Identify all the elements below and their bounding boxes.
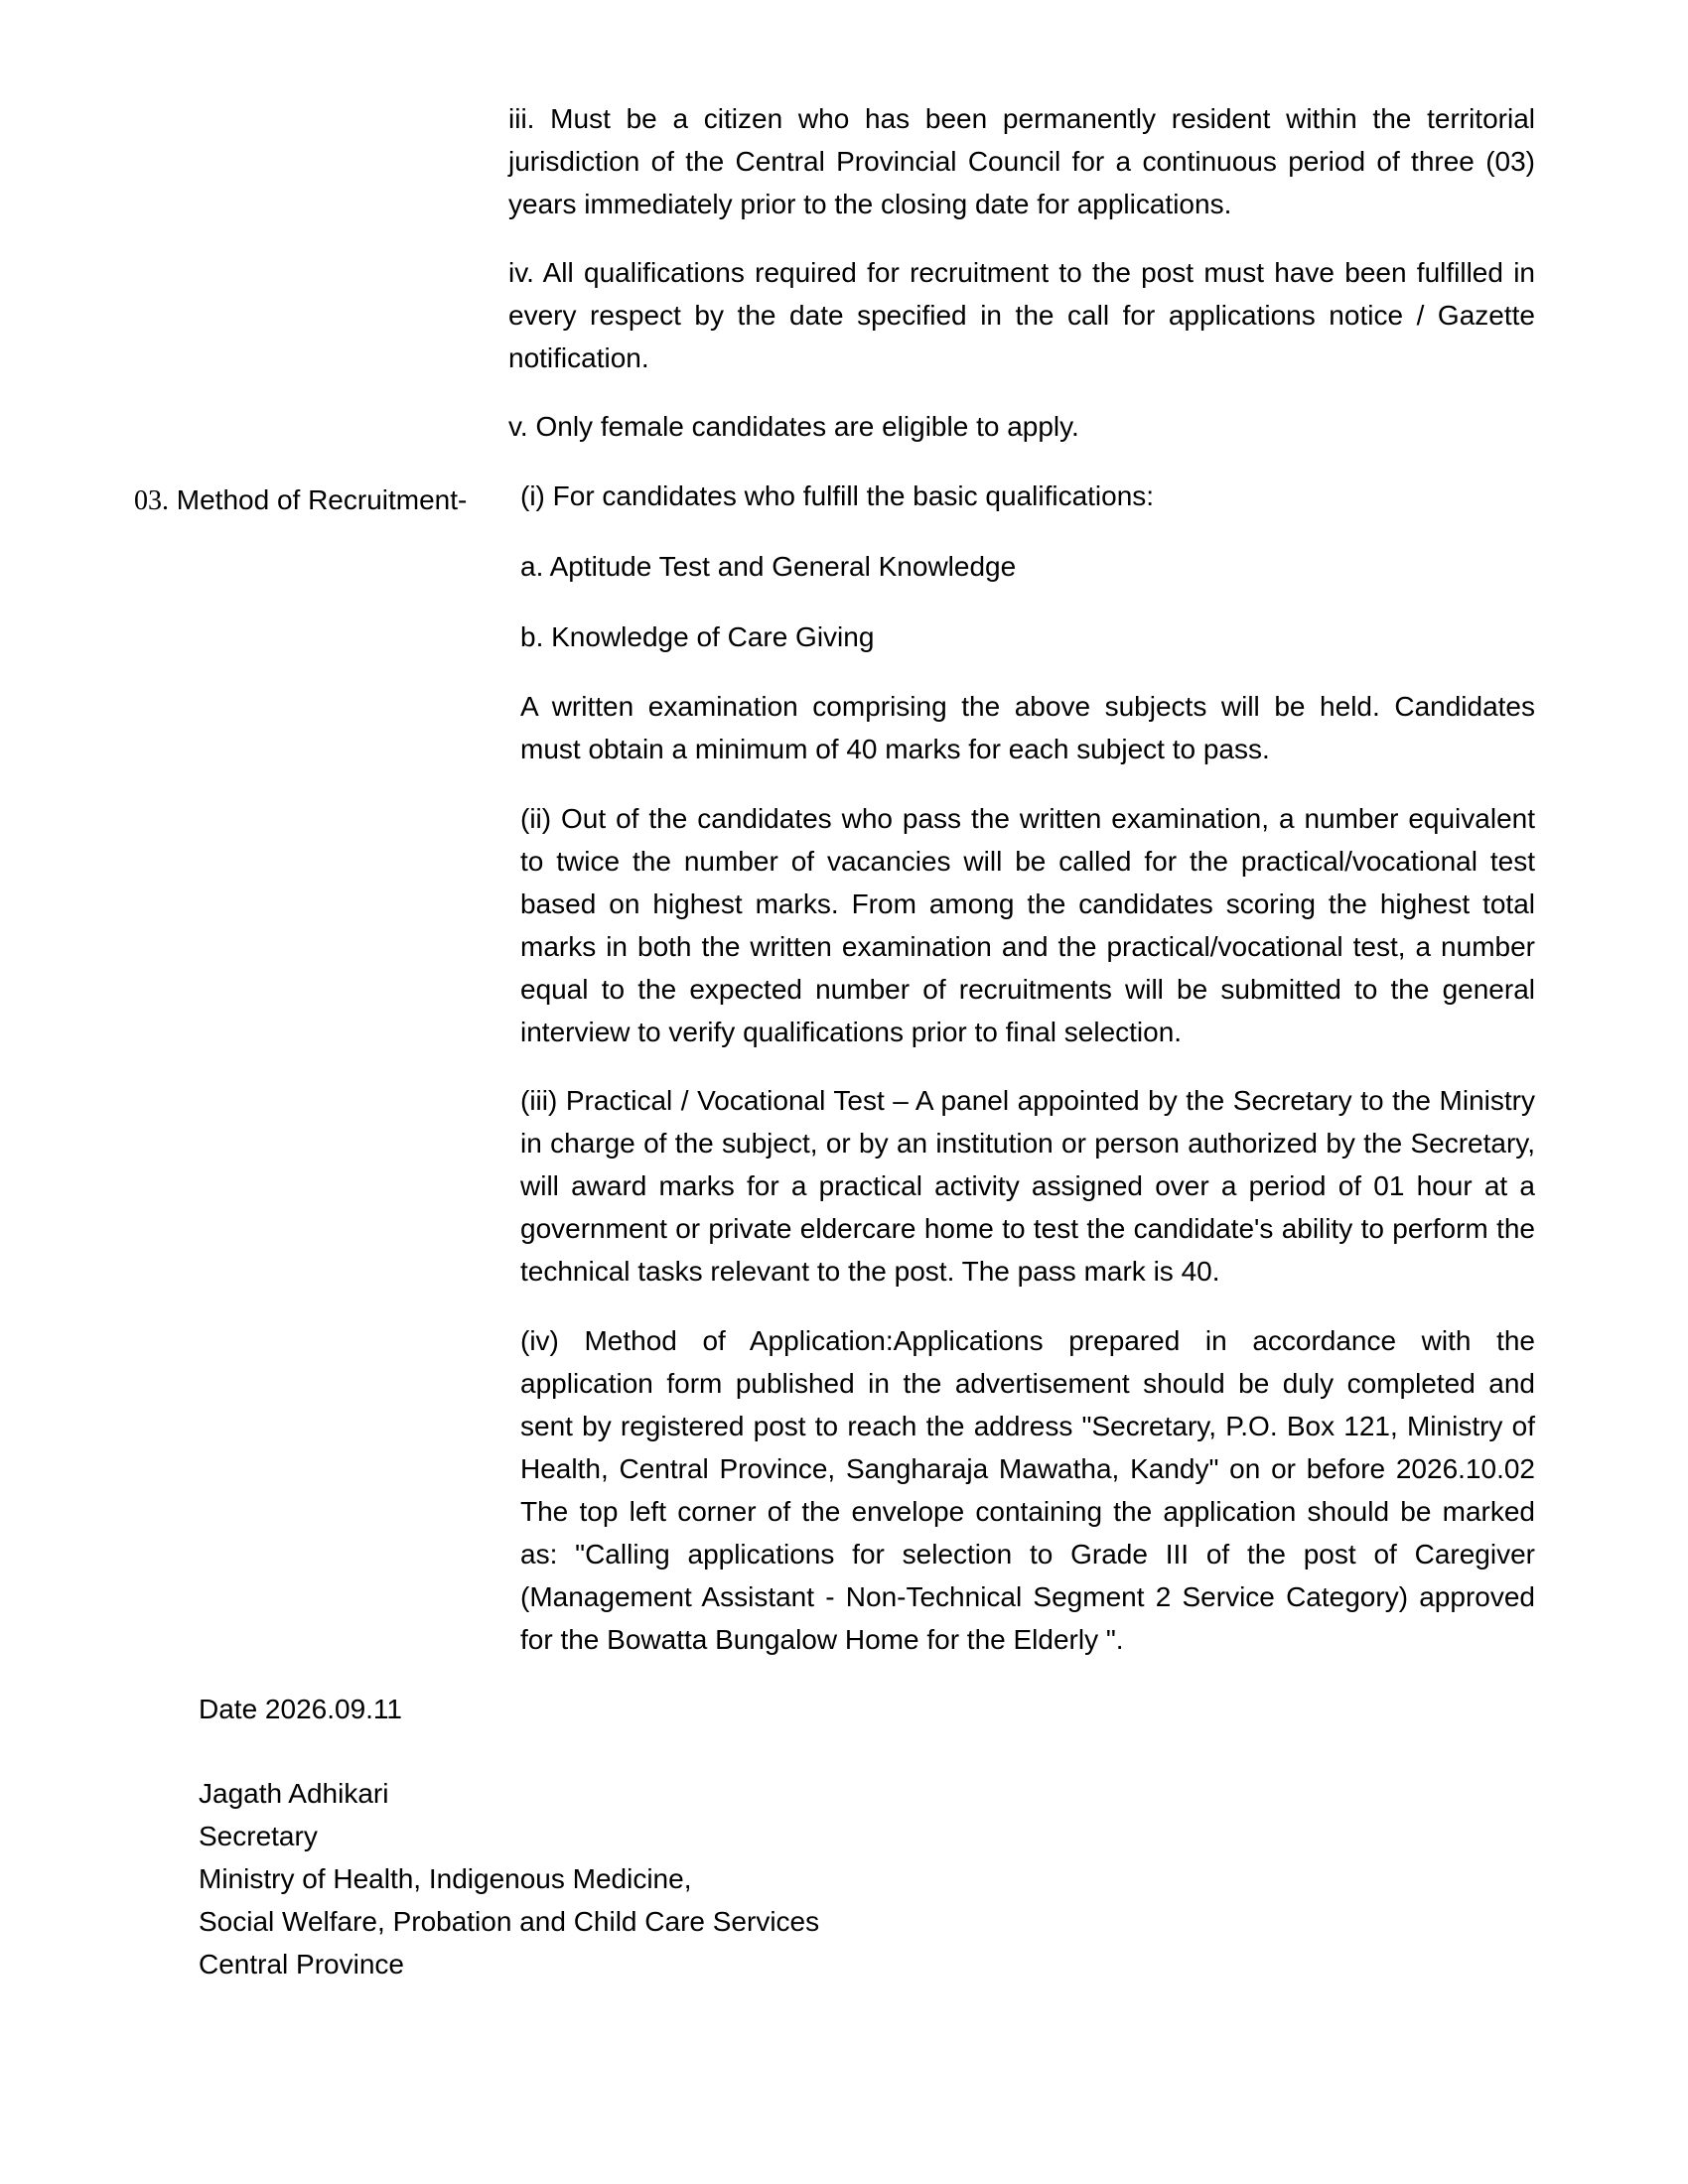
signatory-name: Jagath Adhikari (199, 1778, 389, 1809)
eligibility-item-iii: iii. Must be a citizen who has been permanently resident within the territorial jurisdiction of the Central Provincial Council for a continuous period of three (03) years immediately prior to the closing date for applications. (508, 103, 1535, 219)
date-line: Date 2026.09.11 (199, 1694, 402, 1724)
eligibility-item-v: v. Only female candidates are eligible to apply. (508, 411, 1079, 442)
recruitment-item-iii: (iii) Practical / Vocational Test – A panel appointed by the Secretary to the Ministry in charge of the subject, or by an institution or person authorized by the Secretary, will award marks for a practical activity assigned over a period of 01 hour at a government or private eldercare home to test the candidate's ability to perform the technical tasks relevant to the post. The pass mark is 40. (520, 1085, 1535, 1287)
recruitment-item-iv (520, 1319, 1535, 1661)
signatory-title: Secretary (199, 1821, 318, 1851)
recruitment-item-iv-line1: (iv) Method of Application:Applications prepared in accordance with the (520, 1325, 1535, 1356)
section-03-number: 03. (134, 485, 169, 516)
section-03-title: Method of Recruitment- (169, 484, 468, 515)
province-line: Central Province (199, 1949, 404, 1979)
subject-a: a. Aptitude Test and General Knowledge (520, 551, 1017, 582)
recruitment-item-i-heading: (i) For candidates who fulfill the basic qualifications: (520, 480, 1155, 511)
recruitment-item-ii: (ii) Out of the candidates who pass the written examination, a number equivalent to twice the number of vacancies will be called for the practical/vocational test based on highest marks. From among the candidates scoring the highest total marks in both the written examination and the practical/vocational test, a number equal to the expected number of recruitments will be submitted to the general interview to verify qualifications prior to final selection. (520, 803, 1535, 1047)
ministry-line-2: Social Welfare, Probation and Child Care Services (199, 1906, 820, 1937)
section-03-label (134, 478, 467, 522)
ministry-line-1: Ministry of Health, Indigenous Medicine, (199, 1863, 692, 1894)
recruitment-item-iv-body: application form published in the advertisement should be duly completed and sent by registered post to reach the address "Secretary, P.O. Box 121, Ministry of Health, Central Province, Sangharaja Mawatha, Kandy" on or before 2026.10.02 The top left corner of the envelope containing the application should be marked as: "Calling applications for selection to Grade III of the post of Caregiver (Management Assistant - Non-Technical Segment 2 Service Category) approved for the Bowatta Bungalow Home for the Elderly ". (520, 1368, 1535, 1655)
subject-b: b. Knowledge of Care Giving (520, 621, 875, 652)
eligibility-item-iv: iv. All qualifications required for recruitment to the post must have been fulfilled in every respect by the date specified in the call for applications notice / Gazette notification. (508, 257, 1535, 373)
written-exam-note: A written examination comprising the above subjects will be held. Candidates must obtain a minimum of 40 marks for each subject to pass. (520, 691, 1535, 764)
